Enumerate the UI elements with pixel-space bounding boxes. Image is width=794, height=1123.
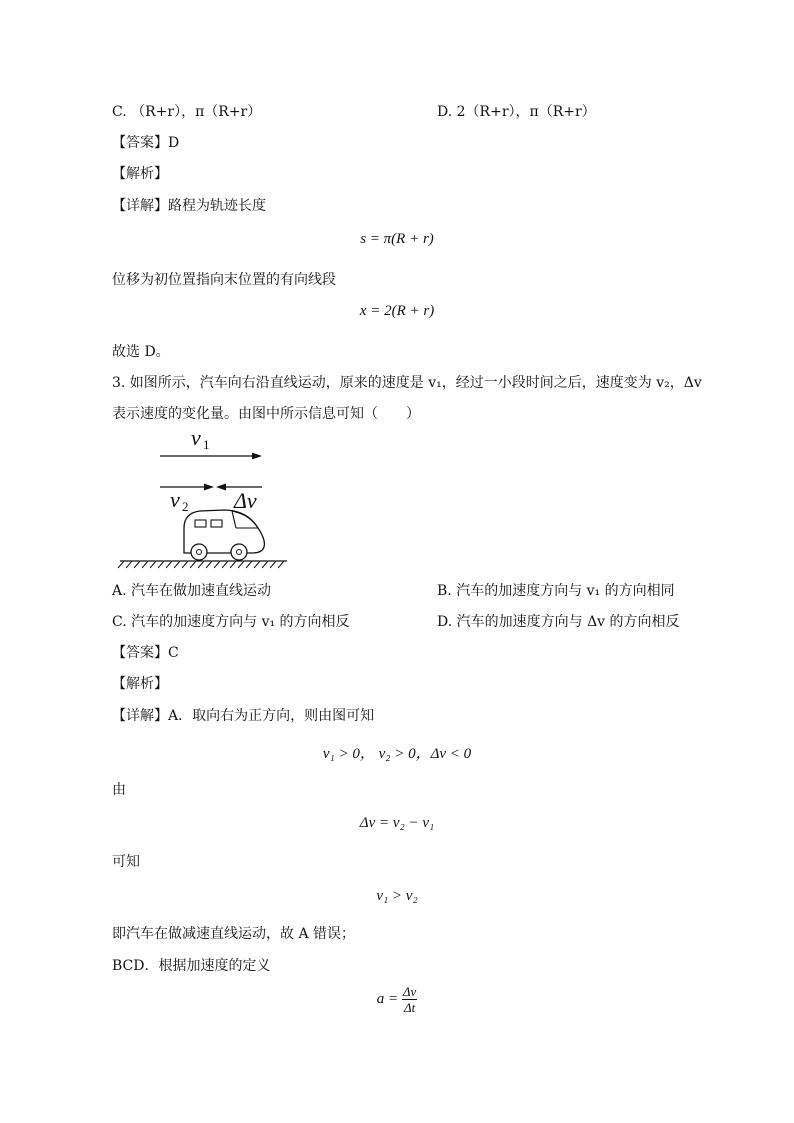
question-3-stem-line-1: 3. 如图所示，汽车向右沿直线运动，原来的速度是 v₁，经过一小段时间之后，速度变为 v₂，Δv <box>112 375 702 391</box>
option-text: 2（R+r），π（R+r） <box>456 104 596 120</box>
v2-arrow-head <box>204 484 214 491</box>
answer-tag: 【答案】 <box>112 135 168 151</box>
detail-line <box>112 706 374 726</box>
acceleration-fraction <box>402 984 417 1015</box>
equation-displacement: x = 2(R + r) <box>359 303 435 319</box>
car-window-right <box>211 520 222 527</box>
fraction-numerator: Δv <box>402 984 417 999</box>
detail-text: A．取向右为正方向，则由图可知 <box>168 708 375 724</box>
car-wheel-rear <box>191 544 207 560</box>
car-window-divider <box>232 511 236 528</box>
detail-tag: 【详解】 <box>112 198 168 214</box>
option-d-prev <box>437 102 596 122</box>
answer-line <box>112 133 179 153</box>
answer-value: C <box>168 645 179 661</box>
option-d: D. 汽车的加速度方向与 Δv 的方向相反 <box>437 614 680 630</box>
bcd-line: BCD．根据加速度的定义 <box>112 958 271 974</box>
acceleration-lhs: a = <box>376 990 399 1007</box>
analysis-tag: 【解析】 <box>112 166 168 182</box>
option-a: A. 汽车在做加速直线运动 <box>112 583 272 599</box>
equation-acceleration <box>0 984 794 1015</box>
detail-text: 路程为轨迹长度 <box>168 198 266 214</box>
detail-tag: 【详解】 <box>112 708 168 724</box>
ground-hatching <box>118 561 284 568</box>
option-c-prev <box>112 102 261 122</box>
conclusion-line: 故选 D。 <box>112 344 170 360</box>
equation-delta-v: Δv = v₂ − v₁ <box>359 815 435 831</box>
car-wheel-front <box>231 544 247 560</box>
word-you: 由 <box>112 782 126 798</box>
detail-line <box>112 196 266 216</box>
v2-label: v <box>170 487 180 512</box>
fraction-denominator: Δt <box>403 1000 416 1015</box>
car-velocity-figure <box>112 425 297 575</box>
delta-v-arrow-head <box>216 484 226 491</box>
v2-subscript: 2 <box>182 499 189 514</box>
question-3-stem-line-2: 表示速度的变化量。由图中所示信息可知（ ） <box>112 406 420 422</box>
equation-v1-gt-v2: v₁ > v₂ <box>376 888 418 904</box>
analysis-tag: 【解析】 <box>112 676 168 692</box>
delta-v-label: Δv <box>234 488 257 513</box>
answer-line <box>112 643 179 663</box>
conclusion-a: 即汽车在做减速直线运动，故 A 错误； <box>112 926 356 942</box>
option-label: C. <box>112 104 127 120</box>
displacement-definition: 位移为初位置指向末位置的有向线段 <box>112 272 336 288</box>
word-kezhi: 可知 <box>112 854 140 870</box>
car-window-left <box>195 520 206 527</box>
equation-path-length: s = π(R + r) <box>360 231 434 247</box>
option-text: （R+r），π（R+r） <box>131 104 262 120</box>
answer-tag: 【答案】 <box>112 645 168 661</box>
answer-value: D <box>168 135 180 151</box>
option-b: B. 汽车的加速度方向与 v₁ 的方向相同 <box>437 583 675 599</box>
v1-label: v <box>191 425 201 450</box>
v1-subscript: 1 <box>203 437 210 452</box>
equation-signs: v₁ > 0， v₂ > 0，Δv < 0 <box>322 746 472 762</box>
option-c: C. 汽车的加速度方向与 v₁ 的方向相反 <box>112 614 350 630</box>
option-label: D. <box>437 104 453 120</box>
v1-arrow-head <box>252 453 262 460</box>
